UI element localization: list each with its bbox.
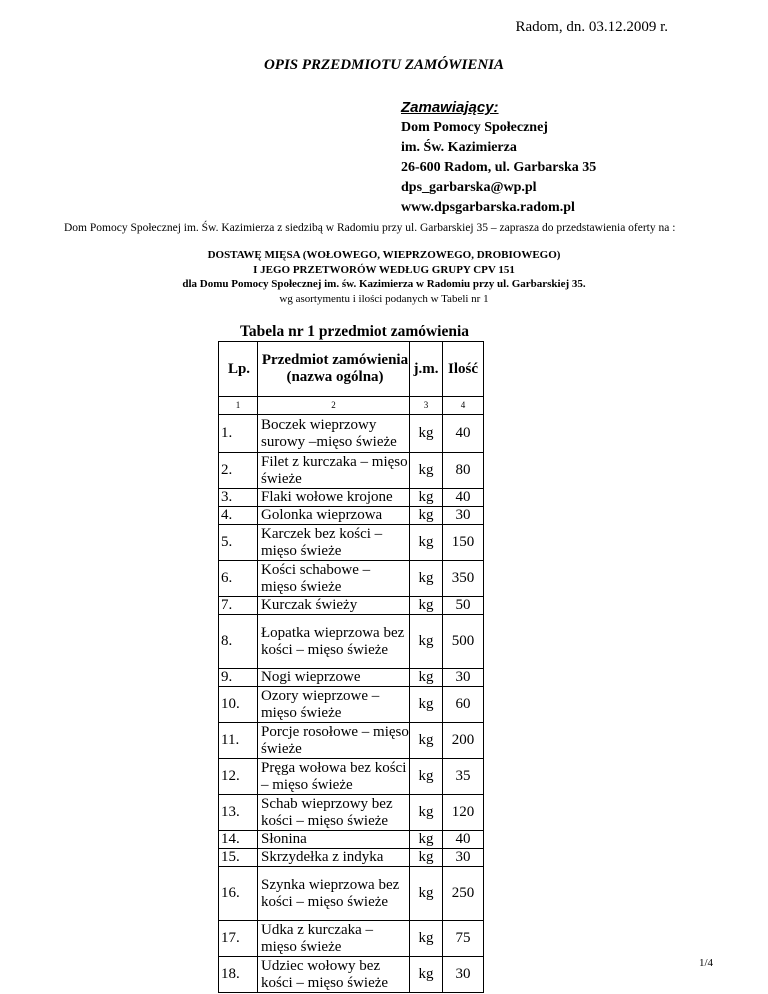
row-unit: kg (410, 507, 443, 525)
table-row (219, 867, 484, 921)
row-lp: 2. (219, 453, 258, 489)
row-qty: 30 (443, 849, 484, 867)
row-qty: 200 (443, 723, 484, 759)
row-qty: 50 (443, 597, 484, 615)
column-number: 3 (410, 397, 443, 415)
row-lp: 15. (219, 849, 258, 867)
row-qty: 350 (443, 561, 484, 597)
row-lp: 1. (219, 415, 258, 453)
row-qty: 30 (443, 507, 484, 525)
row-unit: kg (410, 849, 443, 867)
row-lp: 9. (219, 669, 258, 687)
row-unit: kg (410, 957, 443, 993)
table-row (219, 615, 484, 669)
row-name: Szynka wieprzowa bez kości – mięso świeże (258, 867, 410, 921)
table-row (219, 759, 484, 795)
page-number: 1/4 (698, 957, 713, 969)
row-lp: 13. (219, 795, 258, 831)
row-name: Boczek wieprzowy surowy –mięso świeże (258, 415, 410, 453)
row-lp: 14. (219, 831, 258, 849)
row-lp: 17. (219, 921, 258, 957)
row-unit: kg (410, 597, 443, 615)
header-lp: Lp. (219, 342, 258, 397)
orderer-block (401, 98, 596, 218)
table-row (219, 525, 484, 561)
header-name: Przedmiot zamówienia (nazwa ogólna) (258, 342, 410, 397)
row-unit: kg (410, 525, 443, 561)
row-lp: 10. (219, 687, 258, 723)
row-name: Pręga wołowa bez kości – mięso świeże (258, 759, 410, 795)
column-number-row (219, 397, 484, 415)
subject-block (0, 248, 768, 306)
row-unit: kg (410, 453, 443, 489)
row-name: Filet z kurczaka – mięso świeże (258, 453, 410, 489)
column-number: 2 (258, 397, 410, 415)
orderer-email: dps_garbarska@wp.pl (401, 180, 537, 195)
row-qty: 150 (443, 525, 484, 561)
row-qty: 60 (443, 687, 484, 723)
document-date: Radom, dn. 03.12.2009 r. (515, 19, 668, 35)
row-qty: 40 (443, 831, 484, 849)
row-unit: kg (410, 415, 443, 453)
subject-note: wg asortymentu i ilości podanych w Tabeli nr 1 (279, 292, 489, 305)
row-qty: 80 (443, 453, 484, 489)
table-row (219, 597, 484, 615)
row-unit: kg (410, 831, 443, 849)
table-row (219, 795, 484, 831)
table-row (219, 561, 484, 597)
row-qty: 40 (443, 489, 484, 507)
table-row (219, 921, 484, 957)
row-unit: kg (410, 687, 443, 723)
row-unit: kg (410, 669, 443, 687)
table-row (219, 831, 484, 849)
orderer-line: Dom Pomocy Społecznej (401, 120, 548, 135)
column-number: 1 (219, 397, 258, 415)
document-title: OPIS PRZEDMIOTU ZAMÓWIENIA (263, 57, 505, 73)
row-name: Porcje rosołowe – mięso świeże (258, 723, 410, 759)
orderer-line: 26-600 Radom, ul. Garbarska 35 (401, 160, 597, 175)
table-row (219, 415, 484, 453)
row-qty: 120 (443, 795, 484, 831)
row-unit: kg (410, 921, 443, 957)
row-lp: 11. (219, 723, 258, 759)
row-lp: 7. (219, 597, 258, 615)
row-lp: 18. (219, 957, 258, 993)
row-name: Schab wieprzowy bez kości – mięso świeże (258, 795, 410, 831)
table-row (219, 687, 484, 723)
row-name: Kurczak świeży (258, 597, 410, 615)
subject-line: I JEGO PRZETWORÓW WEDŁUG GRUPY CPV 151 (253, 263, 515, 276)
row-lp: 4. (219, 507, 258, 525)
row-lp: 16. (219, 867, 258, 921)
orderer-website: www.dpsgarbarska.radom.pl (401, 200, 575, 215)
row-name: Słonina (258, 831, 410, 849)
table-row (219, 669, 484, 687)
row-name: Golonka wieprzowa (258, 507, 410, 525)
row-name: Skrzydełka z indyka (258, 849, 410, 867)
table-row (219, 489, 484, 507)
row-qty: 30 (443, 957, 484, 993)
row-lp: 12. (219, 759, 258, 795)
table-row (219, 957, 484, 993)
row-qty: 30 (443, 669, 484, 687)
row-name: Nogi wieprzowe (258, 669, 410, 687)
row-qty: 250 (443, 867, 484, 921)
row-unit: kg (410, 867, 443, 921)
intro-paragraph: Dom Pomocy Społecznej im. Św. Kazimierza z siedzibą w Radomiu przy ul. Garbarskiej 35 – zaprasza do przedstawienia oferty na : (64, 222, 676, 234)
row-name: Flaki wołowe krojone (258, 489, 410, 507)
orderer-label: Zamawiający: (401, 99, 499, 116)
row-name: Karczek bez kości – mięso świeże (258, 525, 410, 561)
row-qty: 35 (443, 759, 484, 795)
table-title: Tabela nr 1 przedmiot zamówienia (240, 323, 470, 340)
row-name: Ozory wieprzowe – mięso świeże (258, 687, 410, 723)
row-lp: 8. (219, 615, 258, 669)
subject-line: dla Domu Pomocy Społecznej im. św. Kazimierza w Radomiu przy ul. Garbarskiej 35. (182, 278, 586, 290)
column-number: 4 (443, 397, 484, 415)
table-row (219, 507, 484, 525)
table-row (219, 453, 484, 489)
row-name: Udka z kurczaka – mięso świeże (258, 921, 410, 957)
row-unit: kg (410, 561, 443, 597)
table-row (219, 723, 484, 759)
row-name: Udziec wołowy bez kości – mięso świeże (258, 957, 410, 993)
row-qty: 75 (443, 921, 484, 957)
row-qty: 40 (443, 415, 484, 453)
header-unit: j.m. (410, 342, 443, 397)
row-lp: 3. (219, 489, 258, 507)
items-table (218, 341, 484, 993)
table-row (219, 849, 484, 867)
table-header-row (219, 342, 484, 397)
header-qty: Ilość (443, 342, 484, 397)
row-lp: 6. (219, 561, 258, 597)
row-lp: 5. (219, 525, 258, 561)
row-unit: kg (410, 489, 443, 507)
row-unit: kg (410, 723, 443, 759)
row-name: Kości schabowe – mięso świeże (258, 561, 410, 597)
row-name: Łopatka wieprzowa bez kości – mięso świeże (258, 615, 410, 669)
row-qty: 500 (443, 615, 484, 669)
row-unit: kg (410, 615, 443, 669)
orderer-line: im. Św. Kazimierza (401, 140, 517, 155)
row-unit: kg (410, 795, 443, 831)
row-unit: kg (410, 759, 443, 795)
subject-line: DOSTAWĘ MIĘSA (WOŁOWEGO, WIEPRZOWEGO, DROBIOWEGO) (207, 249, 561, 261)
